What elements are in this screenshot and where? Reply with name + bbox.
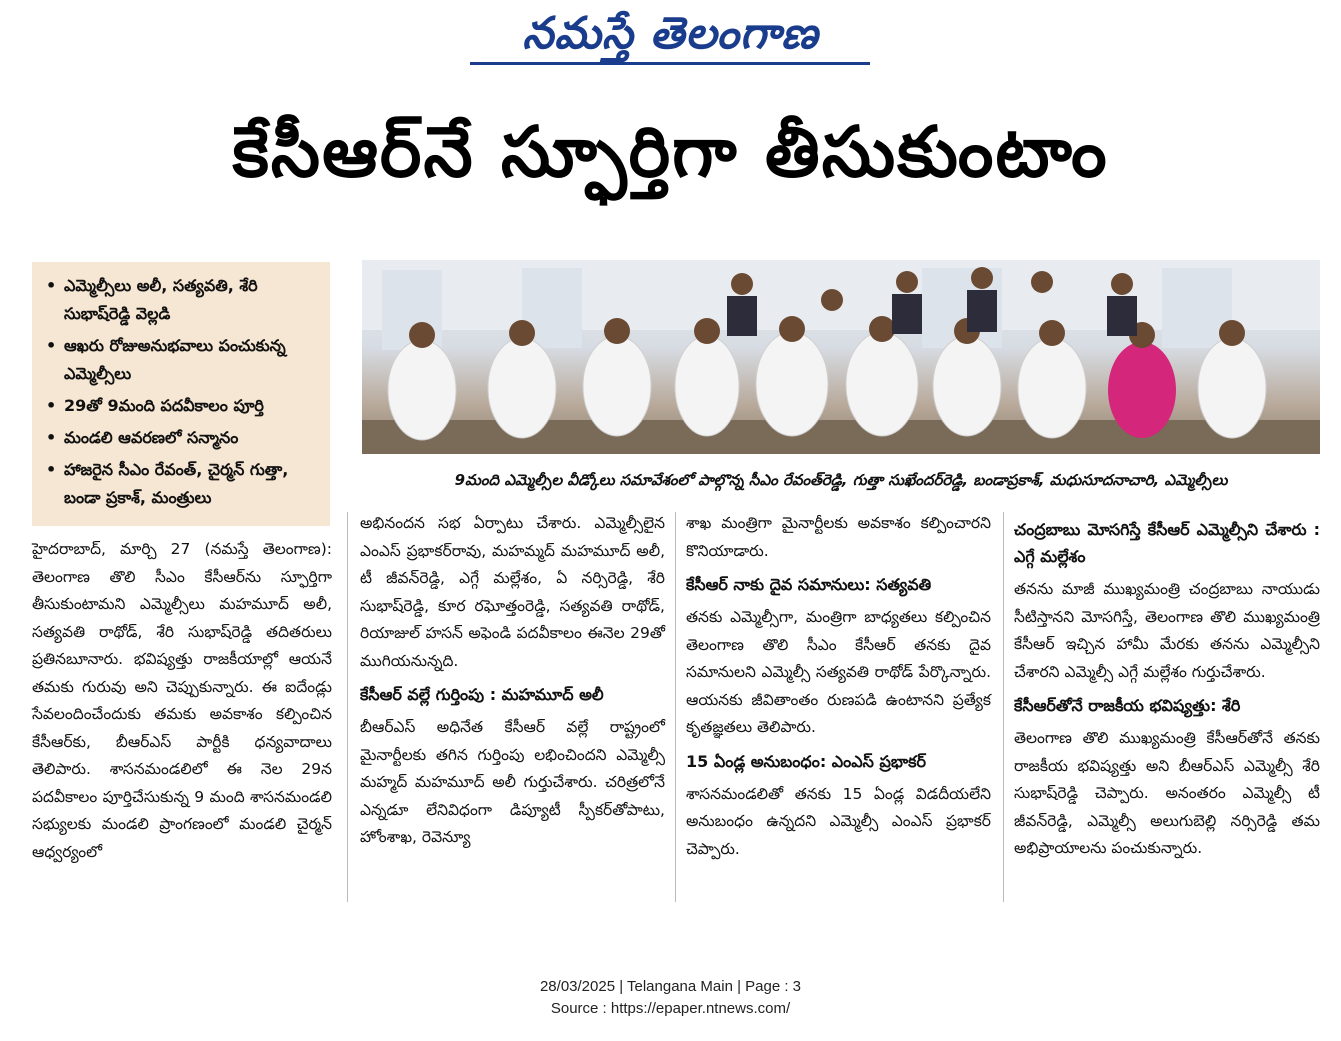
subheading: 15 ఏండ్ల అనుబంధం: ఎంఎస్ ప్రభాకర్ <box>686 751 926 771</box>
subheading: కేసీఆర్ వల్లే గుర్తింపు : మహమూద్ అలీ <box>360 685 604 704</box>
highlight-text: హాజరైన సీఎం రేవంత్, చైర్మన్ గుత్తా, బండా ప్రకాశ్, మంత్రులు <box>64 460 289 507</box>
group-photo-illustration <box>362 260 1320 454</box>
column-divider <box>347 512 348 902</box>
highlight-text: ఆఖరు రోజుఅనుభవాలు పంచుకున్న ఎమ్మెల్సీలు <box>64 336 286 383</box>
column-divider <box>1003 512 1004 902</box>
article-column-1 <box>32 536 332 866</box>
footer-date-edition: 28/03/2025 | Telangana Main | Page : 3 <box>539 978 802 995</box>
paragraph: తెలంగాణ తొలి ముఖ్యమంత్రి కేసీఆర్‌తోనే తనకు రాజకీయ భవిష్యత్తు అని బీఆర్‌ఎస్ ఎమ్మెల్సీ శేరి సుభాష్‌రెడ్డి చెప్పారు. అనంతరం ఎమ్మెల్సీ టీ జీవన్‌రెడ్డి, ఎమ్మెల్సీ అలుగుబెల్లి నర్సిరెడ్డి తమ అభిప్రాయాలను పంచుకున్నారు. <box>1014 729 1320 857</box>
newspaper-masthead: నమస్తే తెలంగాణ <box>522 8 819 59</box>
article-column-2 <box>360 510 665 852</box>
highlight-item <box>44 272 320 328</box>
page-footer <box>0 976 1341 1020</box>
highlight-item <box>44 392 320 420</box>
bullet-icon: • <box>46 276 57 295</box>
bullet-icon: • <box>46 428 57 447</box>
headline: కేసీఆర్‌నే స్ఫూర్తిగా తీసుకుంటాం <box>232 111 1109 193</box>
highlight-item <box>44 332 320 388</box>
highlights-list <box>44 272 320 512</box>
paragraph: శాఖ మంత్రిగా మైనార్టీలకు అవకాశం కల్పించారని కొనియాడారు. <box>686 514 991 560</box>
group-photo <box>362 260 1320 454</box>
bullet-icon: • <box>46 460 57 479</box>
highlight-text: ఎమ్మెల్సీలు అలీ, సత్యవతి, శేరి సుభాష్‌రెడ్డి వెల్లడి <box>64 276 258 323</box>
paragraph: శాసనమండలితో తనకు 15 ఏండ్ల విడదీయలేని అనుబంధం ఉన్నదని ఎమ్మెల్సీ ఎంఎస్ ప్రభాకర్ చెప్పారు. <box>686 784 991 858</box>
highlights-box <box>32 262 330 526</box>
bullet-icon: • <box>46 336 57 355</box>
article-column-4 <box>1014 510 1320 863</box>
article-column-3 <box>686 510 991 863</box>
paragraph: తనకు ఎమ్మెల్సీగా, మంత్రిగా బాధ్యతలు కల్పించిన తెలంగాణ తొలి సీఎం కేసీఆర్ తనకు దైవ సమానులని ఎమ్మెల్సీ సత్యవతి రాథోడ్ పేర్కొన్నారు. ఆయనకు జీవితాంతం రుణపడి ఉంటానని ప్రత్యేక కృతజ్ఞతలు తెలిపారు. <box>686 608 991 736</box>
highlight-item <box>44 424 320 452</box>
bullet-icon: • <box>46 396 57 415</box>
subheading: కేసీఆర్‌తోనే రాజకీయ భవిష్యత్తు: శేరి <box>1014 696 1241 715</box>
column-divider <box>675 512 676 902</box>
paragraph: అభినందన సభ ఏర్పాటు చేశారు. ఎమ్మెల్సీలైన ఎంఎస్ ప్రభాకర్‌రావు, మహమ్మద్ మహమూద్ అలీ, టీ జీవన్‌రెడ్డి, ఎగ్గే మల్లేశం, ఏ నర్సిరెడ్డి, శేరి సుభాష్‌రెడ్డి, కూర రఘోత్తంరెడ్డి, సత్యవతి రాథోడ్, రియాజుల్ హసన్ అఫెండి పదవీకాలం ఈనెల 29తో ముగియనున్నది. <box>360 514 665 670</box>
subheading: కేసీఆర్ నాకు దైవ సమానులు: సత్యవతి <box>686 575 932 594</box>
highlight-item <box>44 456 320 512</box>
photo-caption: 9మంది ఎమ్మెల్సీల వీడ్కోలు సమావేశంలో పాల్గొన్న సీఎం రేవంత్‌రెడ్డి, గుత్తా సుఖేందర్‌రెడ్డి, బండాప్రకాశ్, మధుసూదనాచారి, ఎమ్మెల్సీలు <box>454 471 1228 489</box>
highlight-text: మండలి ఆవరణలో సన్మానం <box>64 428 239 447</box>
footer-source-link[interactable]: Source : https://epaper.ntnews.com/ <box>550 1000 791 1017</box>
subheading: చంద్రబాబు మోసగిస్తే కేసీఆర్ ఎమ్మెల్సీని చేశారు : ఎగ్గే మల్లేశం <box>1014 520 1320 566</box>
paragraph: హైదరాబాద్, మార్చి 27 (నమస్తే తెలంగాణ): తెలంగాణ తొలి సీఎం కేసీఆర్‌ను స్ఫూర్తిగా తీసుకుంటామని ఎమ్మెల్సీలు మహమూద్ అలీ, సత్యవతి రాథోడ్, శేరి సుభాష్‌రెడ్డి తదితరులు ప్రతినబూనారు. భవిష్యత్తు రాజకీయాల్లో ఆయనే తమకు గురువు అని చెప్పుకున్నారు. ఈ ఐదేండ్లు సేవలందించేందుకు తమకు అవకాశం కల్పించిన కేసీఆర్‌కు, బీఆర్‌ఎస్ పార్టీకి ధన్యవాదాలు తెలిపారు. శాసనమండలిలో ఈ నెల 29న పదవీకాలం పూర్తిచేసుకున్న 9 మంది శాసనమండలి సభ్యులకు మండలి ప్రాంగణంలో మండలి చైర్మన్ ఆధ్వర్యంలో <box>32 540 332 861</box>
paragraph: తనను మాజీ ముఖ్యమంత్రి చంద్రబాబు నాయుడు సీటిస్తానని మోసగిస్తే, తెలంగాణ తొలి ముఖ్యమంత్రి కేసీఆర్ ఇచ్చిన హామీ మేరకు తనను ఎమ్మెల్సీని చేశారని ఎమ్మెల్సీ ఎగ్గే మల్లేశం గుర్తుచేశారు. <box>1014 580 1320 681</box>
paragraph: బీఆర్‌ఎస్ అధినేత కేసీఆర్ వల్లే రాష్ట్రంలో మైనార్టీలకు తగిన గుర్తింపు లభించిందని ఎమ్మెల్సీ మహ్మద్ మహమూద్ అలీ గుర్తుచేశారు. చరిత్రలోనే ఎన్నడూ లేనివిధంగా డిప్యూటీ స్పీకర్‌తోపాటు, హోంశాఖ, రెవెన్యూ <box>360 718 665 846</box>
highlight-text: 29తో 9మంది పదవీకాలం పూర్తి <box>64 396 264 415</box>
masthead-underline <box>470 62 870 65</box>
